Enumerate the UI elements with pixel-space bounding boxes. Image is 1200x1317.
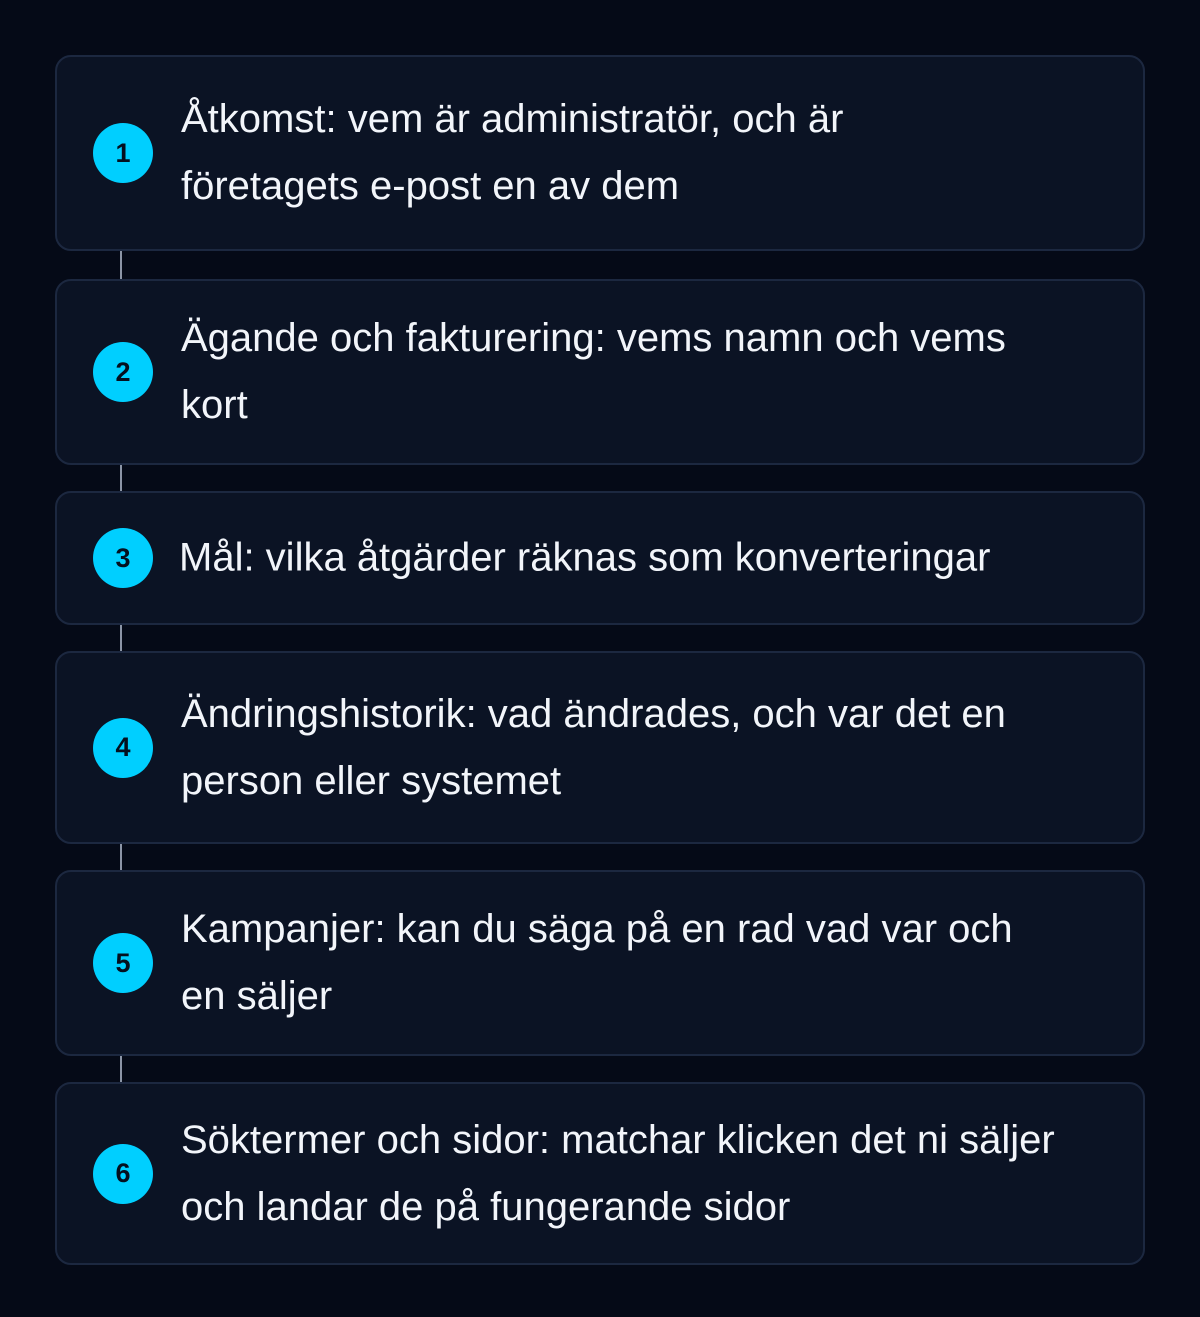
step-card-6: [55, 1082, 1145, 1265]
step-text: Åtkomst: vem är administratör, och är företagets e-post en av dem: [181, 97, 844, 208]
step-text: Ändringshistorik: vad ändrades, och var det en person eller systemet: [181, 691, 1006, 803]
step-text: Söktermer och sidor: matchar klicken det ni säljer och landar de på fungerande sidor: [181, 1117, 1055, 1229]
step-card-5: [55, 870, 1145, 1056]
step-number-badge: 2: [93, 342, 153, 402]
step-number-badge: 1: [93, 123, 153, 183]
step-connector: [120, 625, 122, 651]
step-list: [55, 55, 1145, 1265]
step-connector: [120, 844, 122, 870]
step-number-badge: 5: [93, 933, 153, 993]
step-card-1: [55, 55, 1145, 251]
step-text: Mål: vilka åtgärder räknas som konverteringar: [179, 535, 991, 580]
step-text: Kampanjer: kan du säga på en rad vad var och en säljer: [181, 907, 1013, 1018]
step-number-badge: 3: [93, 528, 153, 588]
step-connector: [120, 251, 122, 279]
step-text: Ägande och fakturering: vems namn och vems kort: [181, 316, 1006, 427]
step-card-2: [55, 279, 1145, 465]
step-connector: [120, 465, 122, 491]
step-connector: [120, 1056, 122, 1082]
step-card-4: [55, 651, 1145, 844]
step-card-3: [55, 491, 1145, 625]
step-number-badge: 4: [93, 718, 153, 778]
step-number-badge: 6: [93, 1144, 153, 1204]
